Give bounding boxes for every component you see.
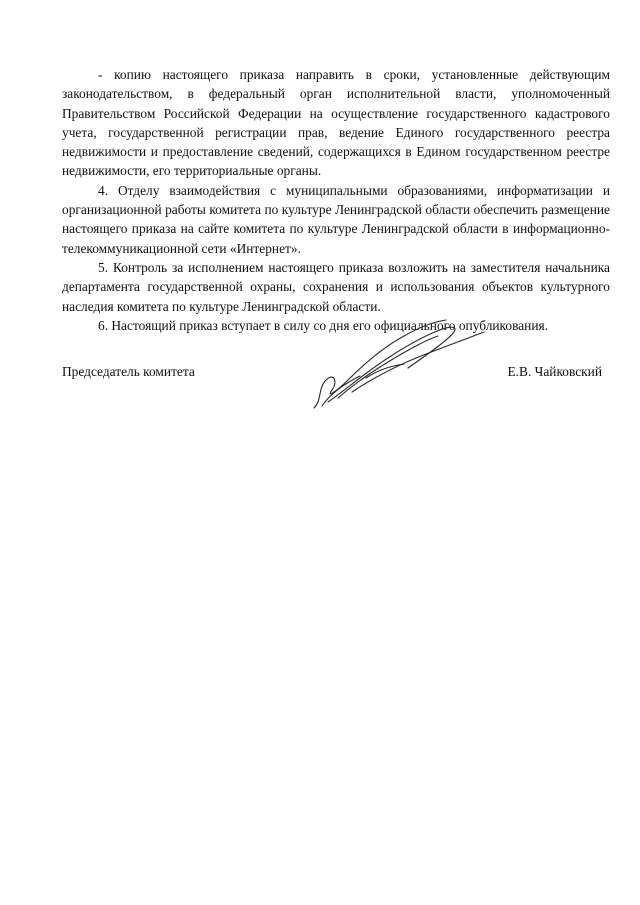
- paragraph-item-4: 4. Отделу взаимодействия с муниципальными образованиями, информатизации и организационной работы комитета по культуре Ленинградской области обеспечить размещение настоящего приказа на сайте комитета по культуре Ленинградской области в информационно-телекоммуникационной сети «Интернет».: [62, 182, 610, 256]
- paragraph-item-5: 5. Контроль за исполнением настоящего приказа возложить на заместителя начальника департамента государственной охраны, сохранения и использования объектов культурного наследия комитета по культуре Ленинградской области.: [62, 259, 610, 314]
- paragraph-send-copy: - копию настоящего приказа направить в сроки, установленные действующим законодательством, в федеральный орган исполнительной власти, уполномоченный Правительством Российской Федерации на осуществление государственного кадастрового учета, государственной регистрации прав, ведение Единого государственного реестра недвижимости и предоставление сведений, содержащихся в Едином государственном реестре недвижимости, его территориальные органы.: [62, 67, 610, 179]
- signatory-name: Е.В. Чайковский: [507, 364, 602, 379]
- signature-block: [62, 362, 610, 382]
- paragraph-item-6: 6. Настоящий приказ вступает в силу со дня его официального опубликования.: [98, 317, 548, 333]
- signatory-title: Председатель комитета: [62, 364, 195, 379]
- document-body: [62, 65, 610, 335]
